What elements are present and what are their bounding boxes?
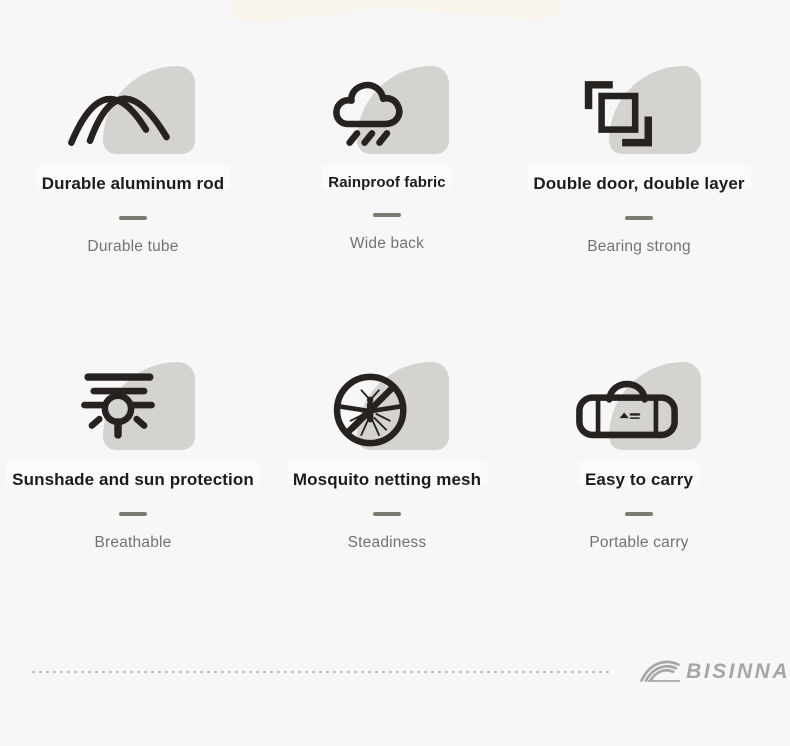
feature-card <box>266 352 508 604</box>
double-layer-icon <box>564 62 714 158</box>
feature-title: Sunshade and sun protection <box>12 470 254 489</box>
feature-subtitle: Steadiness <box>347 534 427 551</box>
footer <box>0 650 790 694</box>
feature-title: Durable aluminum rod <box>41 174 225 193</box>
feature-title: Double door, double layer <box>533 174 745 193</box>
dotted-divider <box>30 670 612 674</box>
divider <box>625 512 653 516</box>
feature-subtitle: Bearing strong <box>587 238 691 255</box>
feature-title: Rainproof fabric <box>328 174 446 191</box>
rain-cloud-icon <box>312 62 462 158</box>
tent-poles-icon <box>58 62 208 158</box>
feature-subtitle: Portable carry <box>589 534 689 551</box>
feature-subtitle: Durable tube <box>87 238 179 255</box>
brand-logo <box>638 655 790 690</box>
carry-bag-icon <box>564 358 714 454</box>
feature-subtitle: Wide back <box>349 235 425 252</box>
brand-name: BISINNA <box>686 660 790 683</box>
divider <box>373 213 401 217</box>
feature-card <box>0 56 266 308</box>
feature-card <box>0 352 266 604</box>
divider <box>373 512 401 516</box>
no-mosquito-icon <box>312 358 462 454</box>
divider <box>119 216 147 220</box>
feature-card <box>508 56 770 308</box>
divider <box>119 512 147 516</box>
feature-title: Mosquito netting mesh <box>292 470 482 489</box>
divider <box>625 216 653 220</box>
feature-card <box>508 352 770 604</box>
feature-card <box>266 56 508 308</box>
sunshade-icon <box>58 358 208 454</box>
feature-subtitle: Breathable <box>94 534 172 551</box>
mountain-swoosh-icon <box>638 655 682 690</box>
feature-title: Easy to carry <box>584 470 694 489</box>
